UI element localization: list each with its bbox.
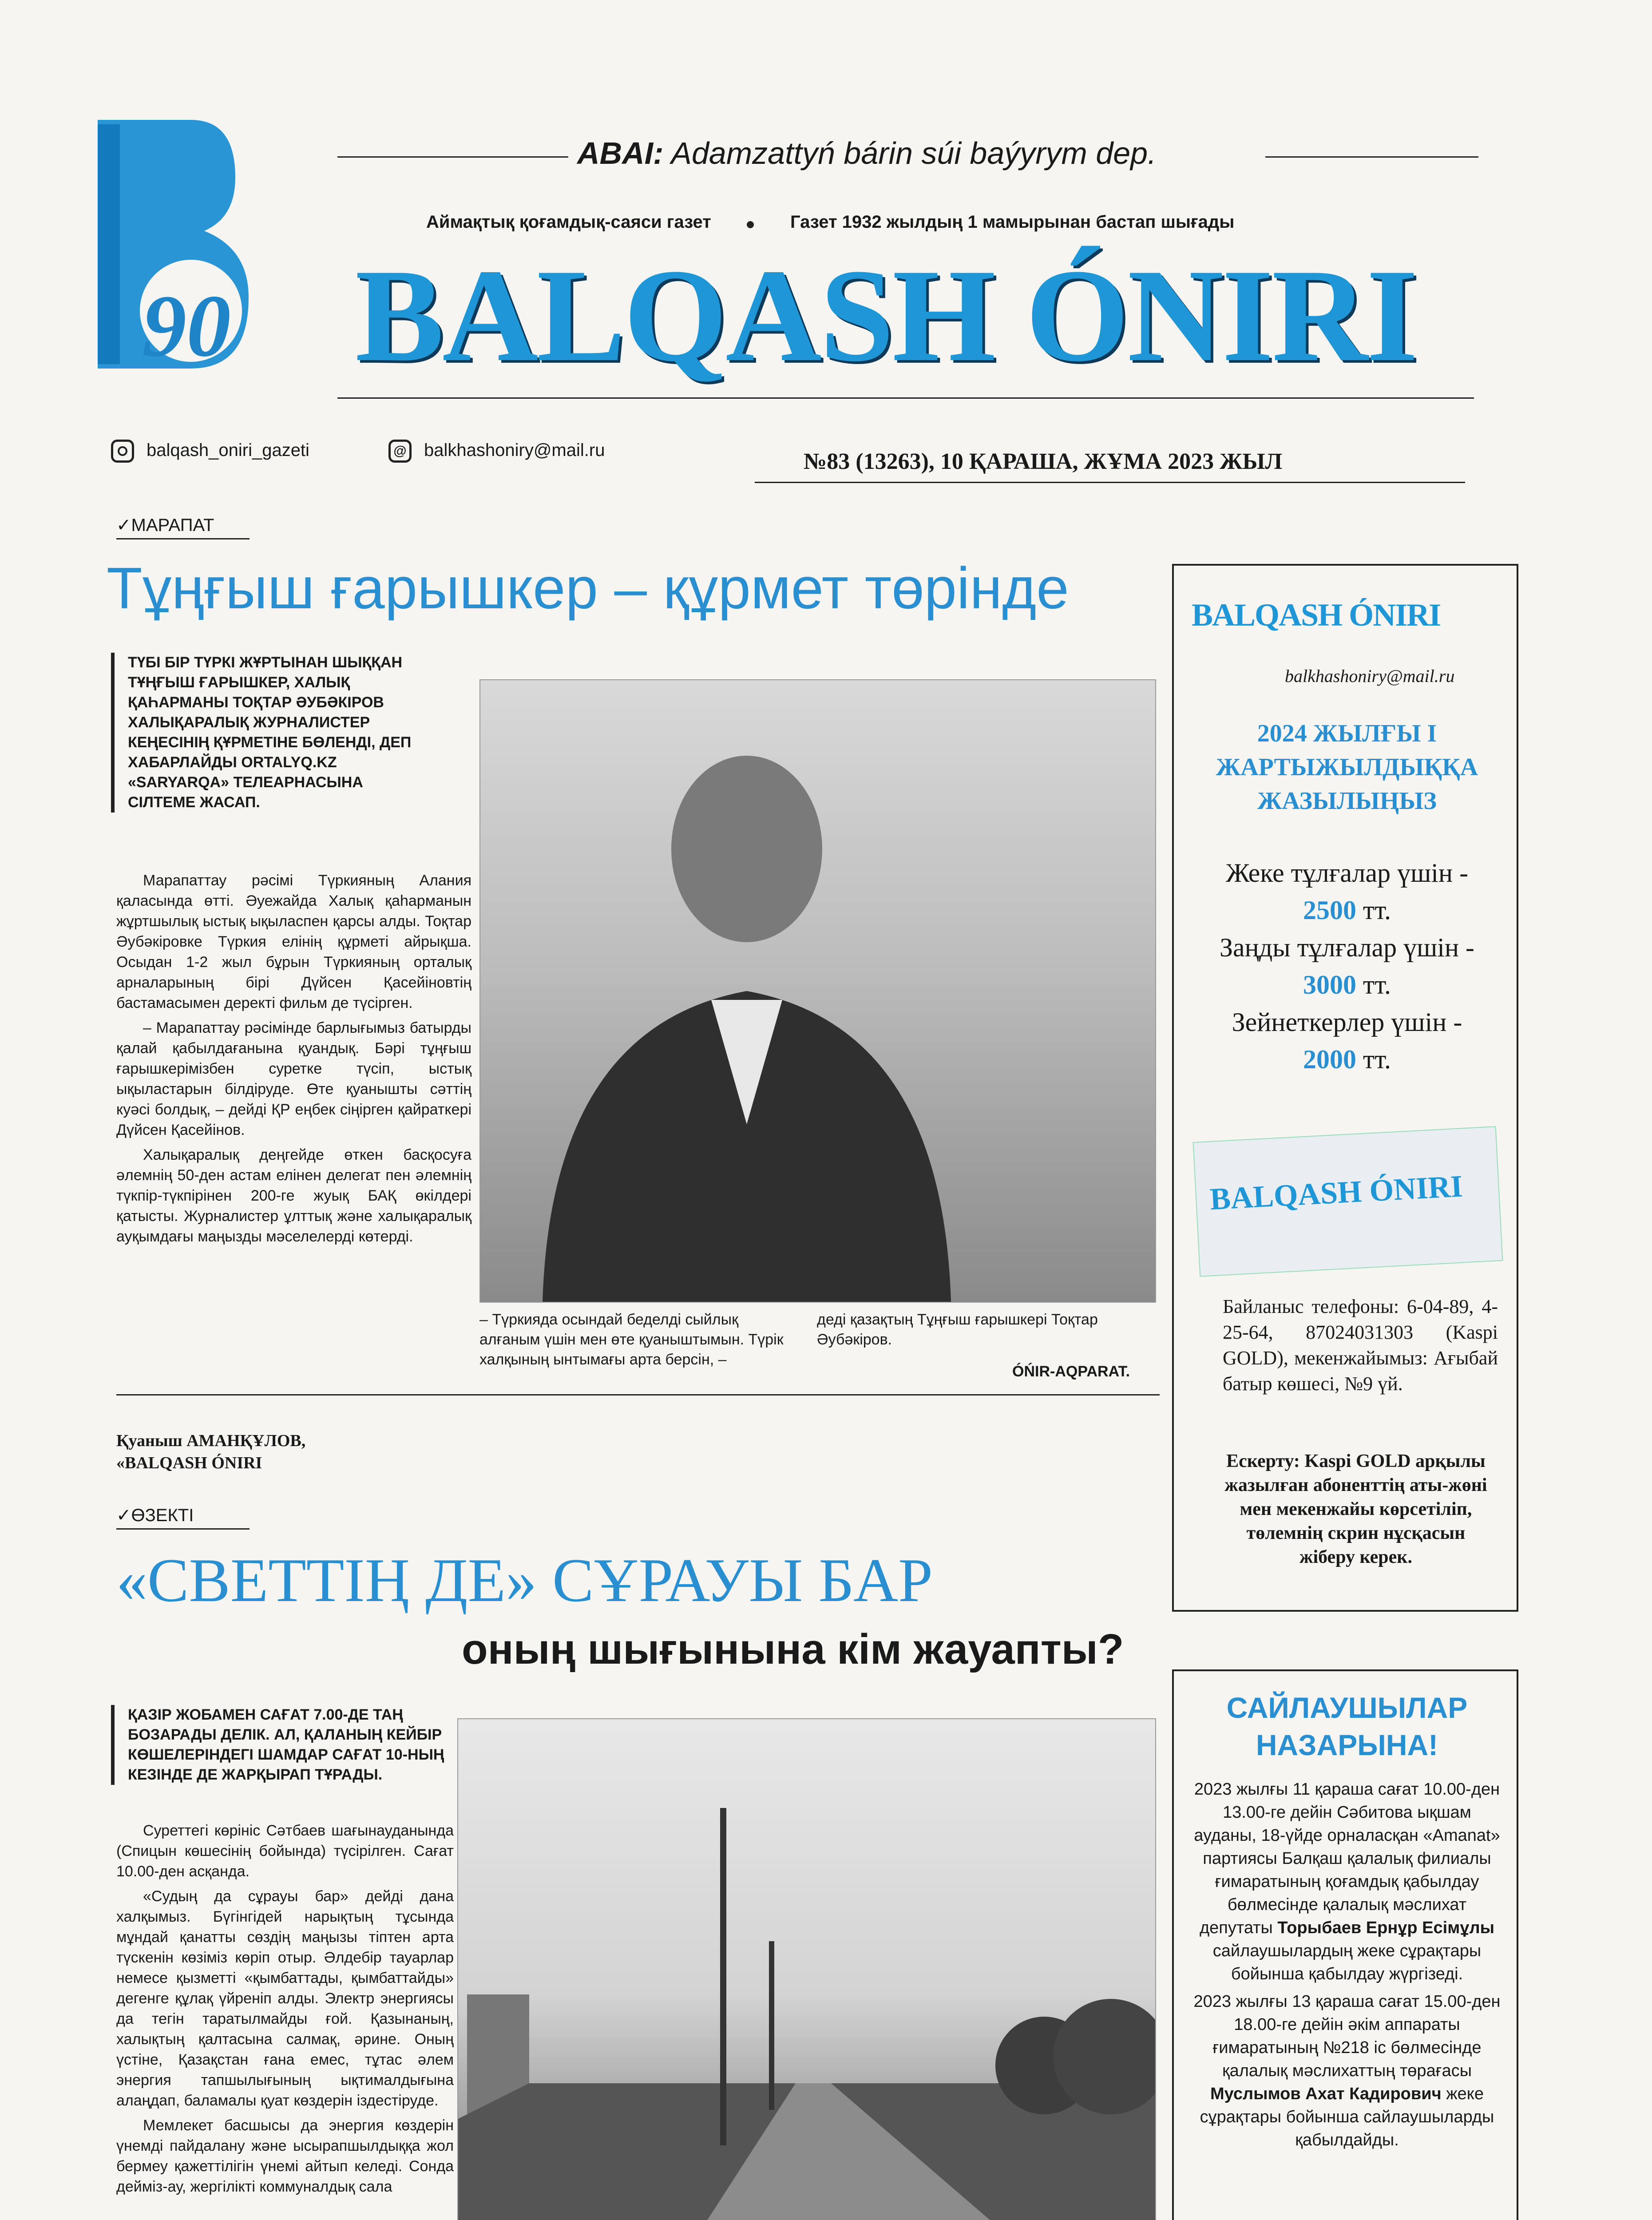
newspaper-image (1193, 1126, 1503, 1276)
street-photo (457, 1718, 1156, 2220)
subtitle-left: Аймақтық қоғамдық-саяси газет (426, 212, 711, 232)
notice-body (1192, 1778, 1502, 2152)
byline (116, 1430, 305, 1474)
byline-paper: «BALQASH ÓNIRI (116, 1454, 262, 1472)
issue-line: №83 (13263), 10 ҚАРАША, ЖҰМА 2023 ЖЫЛ (804, 449, 1283, 474)
price-line: Зейнеткерлер үшін - (1232, 1007, 1462, 1037)
headline-award: Тұңғыш ғарышкер – құрмет төрінде (107, 555, 1069, 621)
price-legal: 3000 (1303, 970, 1357, 999)
title-rule (337, 397, 1474, 399)
price-line: Заңды тұлғалар үшін - (1219, 933, 1475, 962)
rubric-award-rule (116, 538, 250, 539)
paragraph: Мемлекет басшысы да энергия көздерін үнемді пайдалану және ысырапшылдыққа жол бермеу қажеттілігін үнемі айтып келеді. Сонда деймiз-ау, жергілікті коммуналдық сала (116, 2117, 454, 2195)
byline-name: Қуаныш АМАНҚҰЛОВ, (116, 1431, 306, 1450)
voter-notice (1172, 1669, 1518, 2220)
paper-logo: BALQASH ÓNIRI (1209, 1169, 1464, 1217)
ad-heading: 2024 ЖЫЛҒЫ I ЖАРТЫЖЫЛДЫҚҚА ЖАЗЫЛЫҢЫЗ (1216, 720, 1478, 815)
paragraph: «Судың да сұрауы бар» дейді дана халқымыз. Бүгінгідей нарықтың тұсында мұндай қанатты сөздің маңызы тіптен арта түскенін көзіміз көріп отыр. Әлдебір тауарлар немесе қызметті «қымбаттады, қымбаттайды» дегенге құлақ үйреніп алды. Электр энергиясы да тегін таратылмайды ғой. Қазынаның, халықтың қалтасына салмақ, әрине. Оның үстіне, Қазақстан ғана емес, тұтас әлем энергия тапшылығының ықтималдығына алаңдап, баламалы қуат көздерін іздестіруде. (116, 1888, 454, 2109)
lead-award: ТҮБІ БІР ТҮРКІ ЖҰРТЫНАН ШЫҚҚАН ТҰҢҒЫШ ҒАРЫШКЕР, ХАЛЫҚ ҚАҺАРМАНЫ ТОҚТАР ӘУБӘКІРОВ ХАЛЫҚАРАЛЫҚ ЖУРНАЛИСТЕР КЕҢЕСІНІҢ ҚҰРМЕТІНЕ БӨЛЕНДІ, ДЕП ХАБАРЛАЙДЫ ORTALYQ.KZ «SARYARQA» ТЕЛЕАРНАСЫНА СІЛТЕМЕ ЖАСАП. (111, 653, 422, 813)
ad-logo: BALQASH ÓNIRI (1192, 597, 1441, 633)
instagram-icon (111, 440, 134, 463)
currency: тт. (1363, 896, 1391, 925)
logo-number: 90 (142, 277, 231, 375)
notice-p2-end: жеке сұрақтары бойынша сайлаушыларды қабылдайды. (1200, 2085, 1494, 2149)
newspaper-title: BALQASH ÓNIRI (355, 242, 1417, 389)
caption-right: деді қазақтың Тұңғыш ғарышкері Тоқтар Әубәкіров. (817, 1311, 1098, 1348)
price-line: Жеке тұлғалар үшін - (1225, 858, 1469, 888)
subscription-ad (1172, 564, 1518, 1612)
notice-p2: 2023 жылғы 13 қараша сағат 15.00-ден 18.00-ге дейін әкім аппараты ғимаратының №218 іс бөлмесінде қалалық мәслихаттың төрағасы (1193, 1992, 1501, 2080)
instagram-handle[interactable]: balqash_oniri_gazeti (147, 440, 309, 460)
motto (577, 135, 1157, 171)
lead-lighting: ҚАЗІР ЖОБАМЕН САҒАТ 7.00-ДЕ ТАҢ БОЗАРАДЫ ДЕЛІК. АЛ, ҚАЛАНЫҢ КЕЙБІР КӨШЕЛЕРІНДЕГІ ШАМДАР САҒАТ 10-НЫҢ КЕЗІНДЕ ДЕ ЖАРҚЫРАП ТҰРАДЫ. (111, 1705, 453, 1785)
rubric-topical-rule (116, 1528, 250, 1530)
email-icon: @ (388, 440, 412, 463)
body-lighting (116, 1820, 454, 2201)
masthead-email[interactable]: balkhashoniry@mail.ru (424, 440, 605, 460)
price-individual: 2500 (1303, 896, 1357, 925)
article-divider (116, 1394, 1160, 1395)
chairman-name: Муслымов Ахат Кадирович (1210, 2085, 1442, 2103)
subheadline-lighting: оның шығынына кім жауапты? (462, 1625, 1124, 1673)
notice-heading: САЙЛАУШЫЛАР НАЗАРЫНА! (1226, 1691, 1468, 1761)
paragraph: Марапаттау рәсімі Түркияның Алания қаласында өтті. Әуежайда Халық қаһарманын жұртшылық ыстық ықыласпен қарсы алды. Тоқтар Әубәкіровке Түркия елінің құрметі айрықша. Осыдан 1-2 жыл бұрын Түркияның орталық арналарының бірі Дүйсен Қасейіновтің бастамасымен деректі фильм де түсірген. (116, 872, 471, 1011)
subtitle-right: Газет 1932 жылдың 1 мамырынан бастап шығады (790, 212, 1235, 232)
issue-rule (755, 482, 1465, 483)
subscription-note: Ескерту: Kaspi GOLD арқылы жазылған абоненттің аты-жөні мен мекенжайы көрсетіліп, төлемнің скрин нұсқасын жіберу керек. (1224, 1451, 1487, 1567)
contact-info: Байланыс телефоны: 6-04-89, 4-25-64, 87024031303 (Kaspi GOLD), мекенжайымыз: Ағыбай батыр көшесі, №9 үй. (1223, 1296, 1498, 1395)
price-value (1183, 966, 1511, 1003)
anniversary-logo (89, 120, 284, 395)
notice-p1-end: сайлаушылардың жеке сұрақтары бойынша қабылдау жүргізеді. (1212, 1942, 1482, 1983)
rubric-topical: ✓ӨЗЕКТІ (116, 1506, 194, 1525)
motto-author: ABAI: (577, 136, 664, 170)
street-scene (458, 1719, 1155, 2220)
paragraph: – Марапаттау рәсімінде барлығымыз батырды қалай қабылдағанына қуандық. Бәрі тұңғыш ғарышкерімізбен суретке түсіп, ыстық ықыластарын білдіруде. Өте қуанышты сәттің куәсі болдық, – дейді ҚР еңбек сіңірген қайраткері Дүйсен Қасейінов. (116, 1019, 471, 1138)
motto-text: Adamzattyń bárin súi baýyrym dep. (671, 136, 1157, 170)
source-award: ÓŃIR-AQPARAT. (1012, 1363, 1130, 1380)
deputy-name: Торыбаев Ернұр Есімұлы (1277, 1919, 1495, 1937)
caption-left: – Түркияда осындай беделді сыйлық алғаным үшін мен өте қуаныштымын. Түрік халқының ынтымағы арта берсін, – (479, 1311, 784, 1368)
paragraph: Халықаралық деңгейде өткен басқосуға әлемнің 50-ден астам елінен делегат пен әлемнің түкпір-түкпірінен 200-ге жуық БАҚ өкілдері қатысты. Журналистер ұлттық және халықаралық ауқымдағы маңызды мәселелерді көтерді. (116, 1146, 471, 1245)
paragraph: Суреттегі көрініс Сәтбаев шағынауданында (Спицын көшесінің бойында) түсірілген. Сағат 10.00-ден асқанда. (116, 1822, 454, 1880)
price-value (1183, 1041, 1511, 1078)
headline-lighting: «СВЕТТІҢ ДЕ» СҰРАУЫ БАР (116, 1546, 933, 1615)
price-value (1183, 892, 1511, 929)
currency: тт. (1363, 1045, 1391, 1074)
subtitle-bullet (747, 221, 754, 228)
currency: тт. (1363, 970, 1391, 999)
ad-email[interactable]: balkhashoniry@mail.ru (1285, 666, 1455, 686)
notice-paragraph-2 (1192, 1990, 1502, 2152)
motto-rule-left (337, 156, 568, 158)
price-pensioner: 2000 (1303, 1045, 1357, 1074)
motto-rule-right (1265, 156, 1478, 158)
price-list (1183, 854, 1511, 1078)
notice-p1: 2023 жылғы 11 қараша сағат 10.00-ден 13.00-ге дейін Сәбитова ықшам ауданы, 18-үйде орналасқан «Amanat» партиясы Балқаш қалалық филиалы ғимаратының қоғамдық қабылдау бөлмесінде қалалық мәслихат депутаты (1194, 1780, 1500, 1937)
cosmonaut-photo (479, 679, 1156, 1303)
notice-paragraph-1 (1192, 1778, 1502, 1986)
body-award (116, 870, 471, 1251)
cosmonaut-silhouette (480, 680, 1155, 1302)
rubric-award: ✓МАРАПАТ (116, 515, 214, 535)
